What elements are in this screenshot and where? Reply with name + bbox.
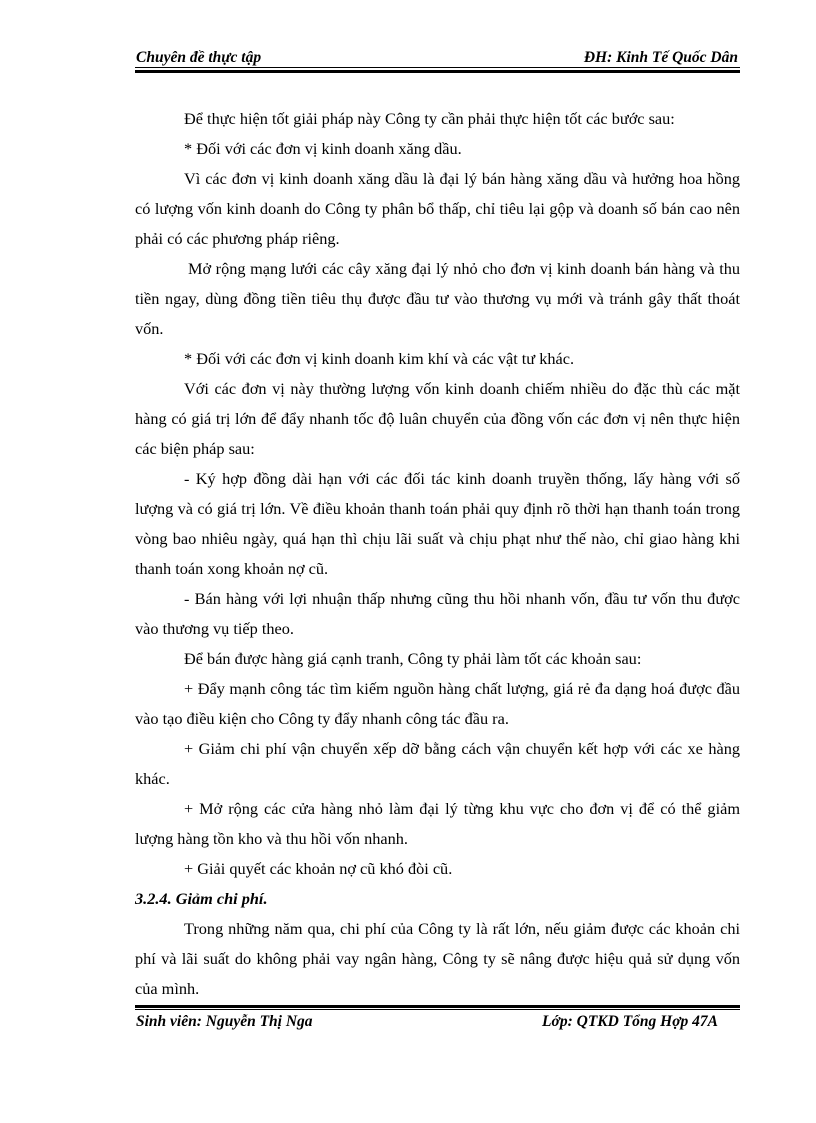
paragraph: Mở rộng mạng lưới các cây xăng đại lý nhỏ cho đơn vị kinh doanh bán hàng và thu tiền ngay, dùng đồng tiền tiêu thụ được đầu tư vào thương vụ mới và tránh gây thất thoát vốn. (135, 259, 740, 338)
paragraph: Trong những năm qua, chi phí của Công ty là rất lớn, nếu giảm được các khoản chi phí và lãi suất do không phải vay ngân hàng, Công ty sẽ nâng được hiệu quả sử dụng vốn của mình. (135, 919, 740, 998)
paragraph: + Mở rộng các cửa hàng nhỏ làm đại lý từng khu vực cho đơn vị để có thể giảm lượng hàng tồn kho và thu hồi vốn nhanh. (135, 799, 740, 848)
paragraph: Với các đơn vị này thường lượng vốn kinh doanh chiếm nhiều do đặc thù các mặt hàng có giá trị lớn để đẩy nhanh tốc độ luân chuyển của đồng vốn các đơn vị nên thực hiện các biện pháp sau: (135, 379, 740, 458)
footer-rule-thick (135, 1005, 740, 1008)
footer-student-name: Sinh viên: Nguyễn Thị Nga (136, 1013, 313, 1030)
header-right-title: ĐH: Kinh Tế Quốc Dân (583, 49, 738, 66)
paragraph: * Đối với các đơn vị kinh doanh kim khí và các vật tư khác. (184, 349, 575, 368)
paragraph: + Đẩy mạnh công tác tìm kiếm nguồn hàng chất lượng, giá rẻ đa dạng hoá được đầu vào tạo điều kiện cho Công ty đẩy nhanh công tác đầu ra. (135, 679, 740, 728)
header-rule-thin (135, 67, 740, 68)
paragraph: + Giảm chi phí vận chuyển xếp dỡ bằng cách vận chuyển kết hợp với các xe hàng khác. (135, 739, 740, 788)
paragraph: * Đối với các đơn vị kinh doanh xăng dầu. (184, 139, 462, 158)
document-body (135, 104, 740, 1004)
paragraph: Vì các đơn vị kinh doanh xăng dầu là đại lý bán hàng xăng dầu và hưởng hoa hồng có lượng vốn kinh doanh do Công ty phân bổ thấp, chỉ tiêu lại gộp và doanh số bán cao nên phải có các phương pháp riêng. (135, 169, 740, 248)
page-footer (135, 1013, 740, 1035)
section-heading: 3.2.4. Giảm chi phí. (135, 889, 268, 908)
paragraph: Để bán được hàng giá cạnh tranh, Công ty phải làm tốt các khoản sau: (184, 649, 642, 668)
page-header (135, 46, 740, 68)
footer-class-name: Lớp: QTKD Tổng Hợp 47A (542, 1013, 718, 1030)
paragraph: - Bán hàng với lợi nhuận thấp nhưng cũng thu hồi nhanh vốn, đầu tư vốn thu được vào thương vụ tiếp theo. (135, 589, 740, 638)
footer-rule-thin (135, 1009, 740, 1010)
header-rule-thick (135, 70, 740, 73)
paragraph: + Giải quyết các khoản nợ cũ khó đòi cũ. (184, 859, 453, 878)
paragraph: Để thực hiện tốt giải pháp này Công ty cần phải thực hiện tốt các bước sau: (184, 109, 675, 128)
header-left-title: Chuyên đề thực tập (136, 49, 262, 66)
paragraph: - Ký hợp đồng dài hạn với các đối tác kinh doanh truyền thống, lấy hàng với số lượng và có giá trị lớn. Về điều khoản thanh toán phải quy định rõ thời hạn thanh toán trong vòng bao nhiêu ngày, quá hạn thì chịu lãi suất và chịu phạt như thế nào, chỉ giao hàng khi thanh toán xong khoản nợ cũ. (135, 469, 740, 578)
